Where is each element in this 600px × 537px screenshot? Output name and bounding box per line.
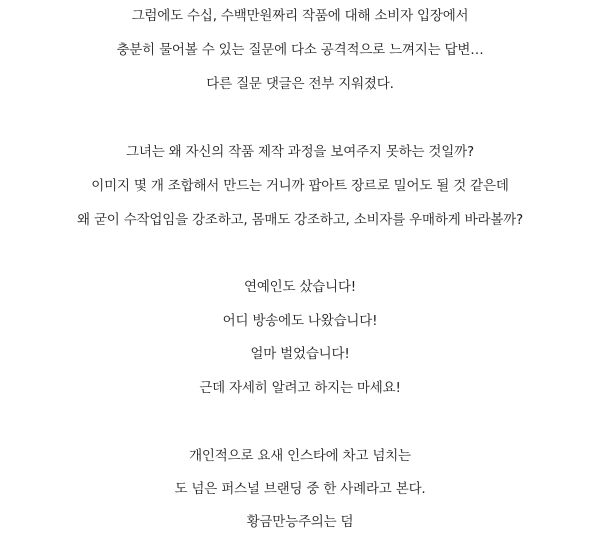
text-line: 이미지 몇 개 조합해서 만드는 거니까 팝아트 장르로 밀어도 될 것 같은데 (91, 178, 509, 194)
text-line: 그녀는 왜 자신의 작품 제작 과정을 보여주지 못하는 것일까? (126, 144, 474, 160)
text-line: 얼마 벌었습니다! (250, 346, 350, 362)
text-line: 다른 질문 댓글은 전부 지워졌다. (206, 76, 394, 92)
text-line: 도 넘은 퍼스널 브랜딩 중 한 사례라고 본다. (174, 481, 426, 497)
text-line: 어디 방송에도 나왔습니다! (222, 313, 378, 329)
text-line: 개인적으로 요새 인스타에 차고 넘치는 (189, 448, 411, 464)
text-line: 황금만능주의는 덤 (246, 514, 354, 530)
text-line: 충분히 물어볼 수 있는 질문에 다소 공격적으로 느껴지는 답변… (116, 42, 484, 58)
text-line: 그럼에도 수십, 수백만원짜리 작품에 대해 소비자 입장에서 (131, 8, 469, 24)
text-line: 왜 굳이 수작업임을 강조하고, 몸매도 강조하고, 소비자를 우매하게 바라볼까? (77, 212, 523, 228)
text-line: 연예인도 샀습니다! (243, 279, 357, 295)
text-line: 근데 자세히 알려고 하지는 마세요! (199, 380, 401, 396)
